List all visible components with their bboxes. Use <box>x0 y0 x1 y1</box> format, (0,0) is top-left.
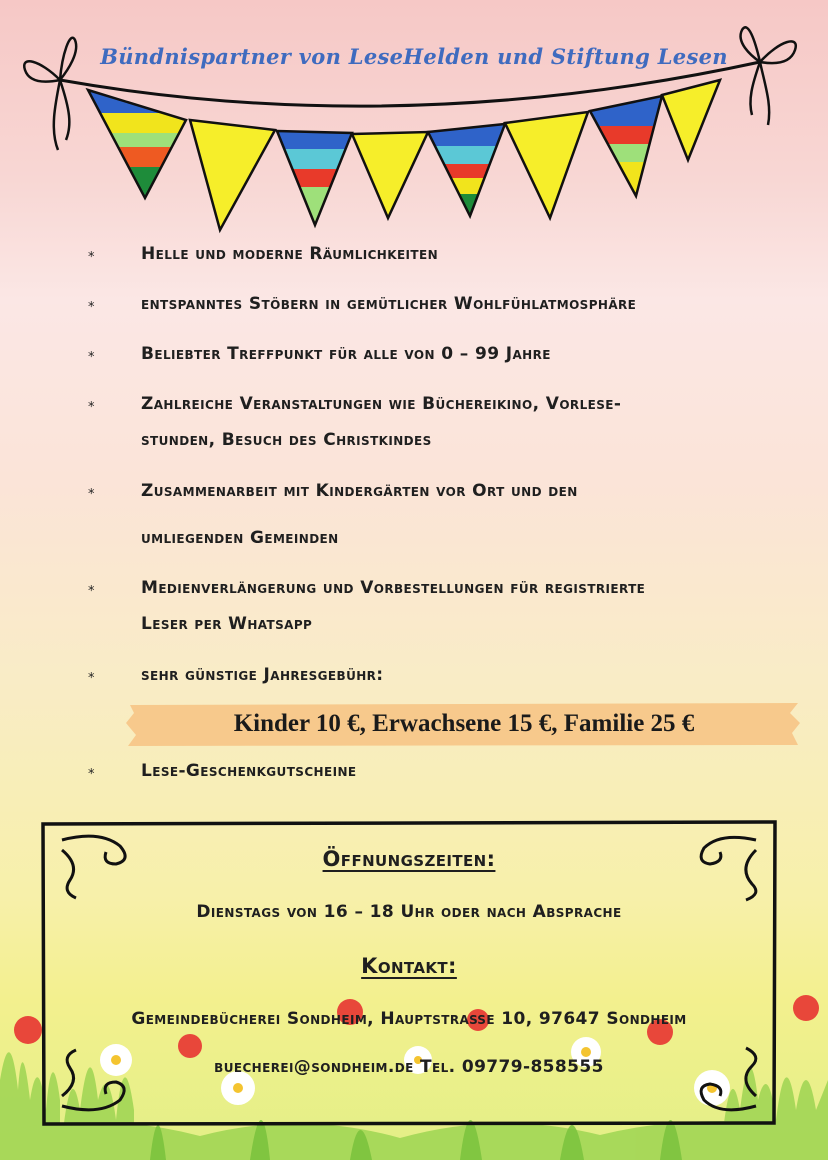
feature-text: sehr günstige Jahresgebühr: <box>141 665 384 685</box>
flag-striped-1 <box>80 85 200 207</box>
hours-heading: Öffnungszeiten: <box>322 847 496 871</box>
bullet-icon: * <box>88 671 95 686</box>
bullet-icon: * <box>88 350 95 365</box>
contact-email-phone: buecherei@sondheim.de Tel. 09779-858555 <box>214 1057 604 1077</box>
flag-striped-2 <box>270 125 360 227</box>
bullet-icon: * <box>88 487 95 502</box>
bullet-icon: * <box>88 767 95 782</box>
flag-yellow-4 <box>662 80 720 160</box>
bullet-icon: * <box>88 400 95 415</box>
flag-yellow-2 <box>352 132 428 218</box>
flag-striped-4 <box>580 90 670 202</box>
feature-text: Beliebter Treffpunkt für alle von 0 – 99 Jahre <box>141 344 551 364</box>
feature-text-continued: stunden, Besuch des Christkindes <box>141 430 432 450</box>
feature-text: Zahlreiche Veranstaltungen wie Büchereikino, Vorlese- <box>141 394 622 414</box>
hours-text: Dienstags von 16 – 18 Uhr oder nach Absprache <box>196 902 622 922</box>
contact-address: Gemeindebücherei Sondheim, Hauptstraße 10, 97647 Sondheim <box>131 1009 687 1029</box>
flag-yellow-1 <box>190 120 275 230</box>
flag-striped-3 <box>420 118 515 224</box>
bunting-garland <box>0 0 828 240</box>
bullet-icon: * <box>88 300 95 315</box>
feature-text: entspanntes Stöbern in gemütlicher Wohlfühlatmosphäre <box>141 294 637 314</box>
feature-text-continued: Leser per Whatsapp <box>141 614 313 634</box>
feature-text: Helle und moderne Räumlichkeiten <box>141 244 439 264</box>
fee-text: Kinder 10 €, Erwachsene 15 €, Familie 25 € <box>233 710 695 737</box>
feature-text: Lese-Geschenkgutscheine <box>141 761 357 781</box>
bullet-icon: * <box>88 584 95 599</box>
flag-yellow-3 <box>505 112 588 218</box>
bullet-icon: * <box>88 250 95 265</box>
feature-text: Zusammenarbeit mit Kindergärten vor Ort und den <box>141 481 578 501</box>
feature-text: Medienverlängerung und Vorbestellungen für registrierte <box>141 578 646 598</box>
feature-text-continued: umliegenden Gemeinden <box>141 528 339 548</box>
banner-title: Bündnispartner von LeseHelden und Stiftung Lesen <box>100 44 728 69</box>
right-bow-icon <box>741 27 796 125</box>
contact-heading: Kontakt: <box>361 954 457 978</box>
